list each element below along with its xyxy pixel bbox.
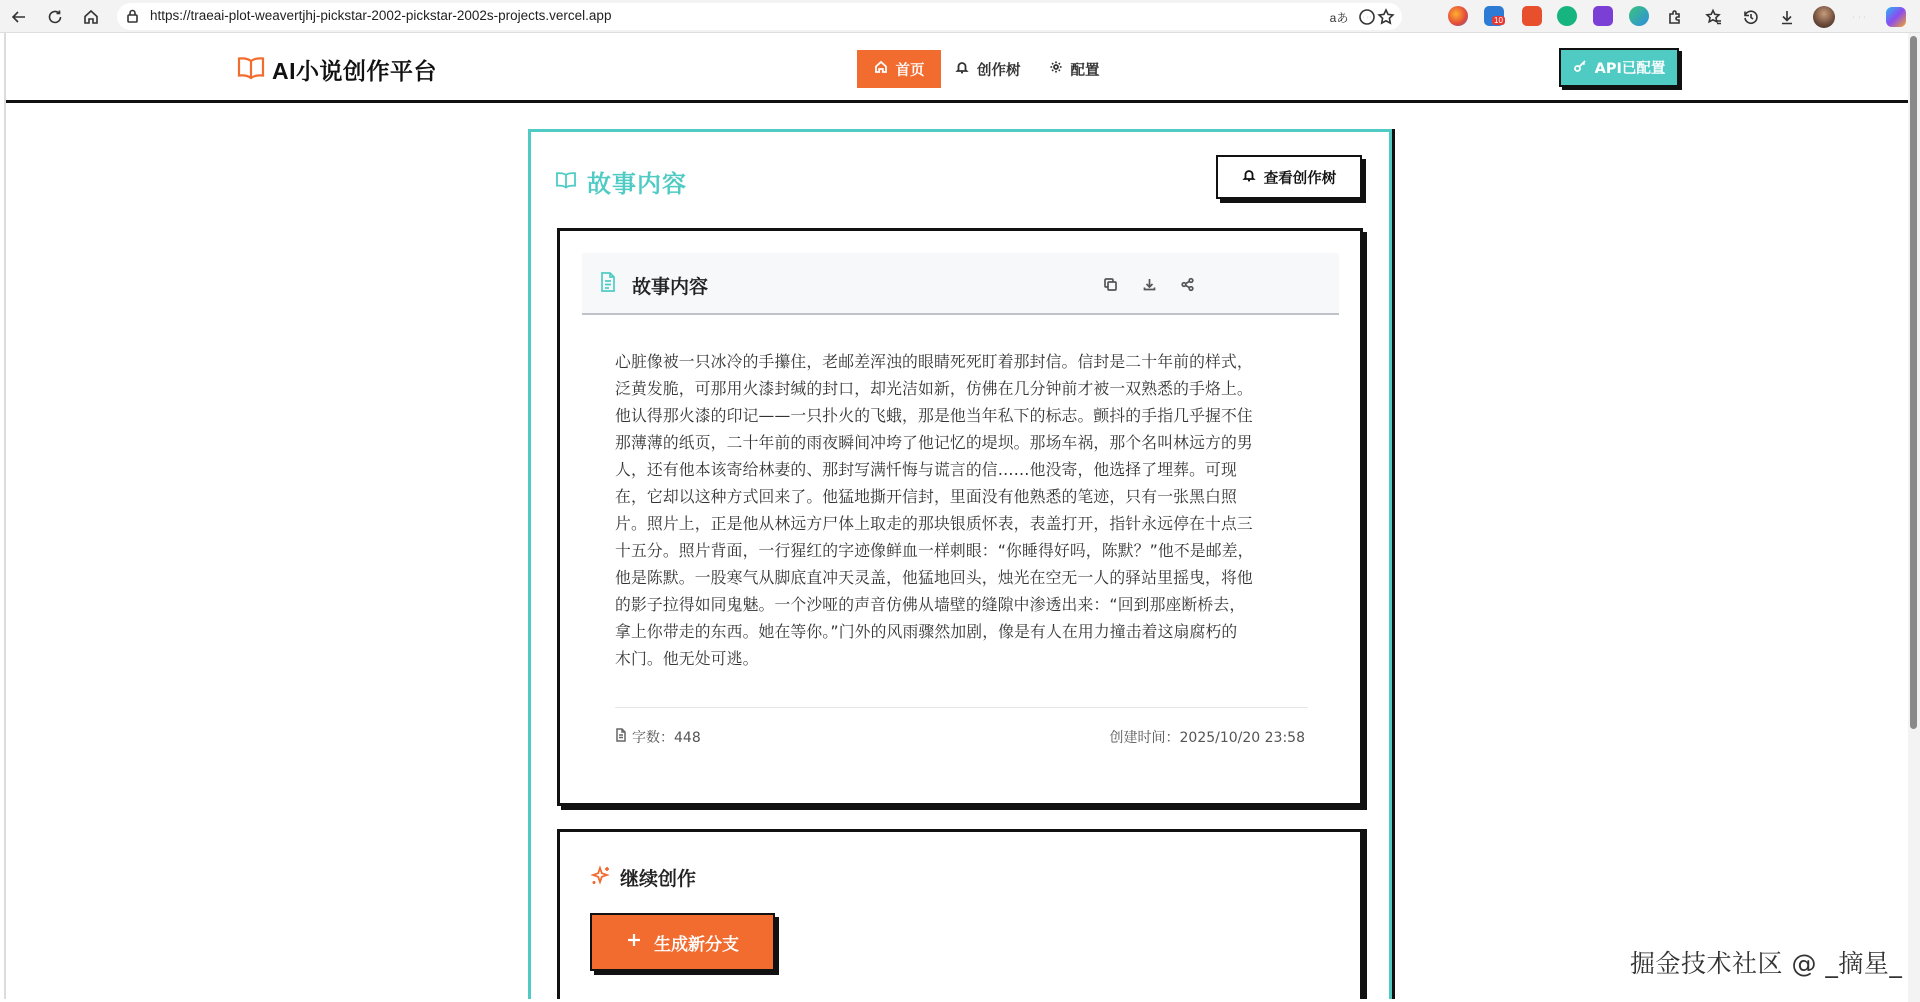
nav-item-home[interactable] <box>857 50 941 88</box>
panel-title <box>555 164 687 199</box>
read-aloud-icon[interactable]: aあ <box>1329 10 1349 25</box>
page-viewport <box>4 33 1914 999</box>
app-header <box>6 33 1914 103</box>
nav-item-settings[interactable] <box>1035 50 1114 88</box>
home-icon[interactable] <box>79 5 103 29</box>
extension-brackets-icon[interactable] <box>1522 6 1542 26</box>
book-open-icon <box>236 54 266 86</box>
downloads-icon[interactable] <box>1775 5 1799 29</box>
generate-branch-label: 生成新分支 <box>654 934 739 955</box>
divider <box>615 707 1308 708</box>
watermark: 掘金技术社区 @ _摘星_ <box>1630 949 1903 978</box>
document-icon <box>598 271 618 297</box>
nav-label: 首页 <box>895 62 925 79</box>
panel-title-text: 故事内容 <box>587 170 687 198</box>
settings-more-icon[interactable] <box>1847 5 1871 29</box>
app-title: AI小说创作平台 <box>272 58 437 84</box>
browser-toolbar <box>0 0 1920 33</box>
copilot-icon[interactable] <box>1884 5 1908 29</box>
story-text: 心脏像被一只冰冷的手攥住，老邮差浑浊的眼睛死死盯着那封信。信封是二十年前的样式， 泛黄发脆，可那用火漆封缄的封口，却光洁如新，仿佛在几分钟前才被一双熟悉的手烙上。 他认得那火漆的印记——一只扑火的飞蛾，那是他当年私下的标志。颤抖的手指几乎握不住 那薄薄的纸页，二十年前的雨夜瞬间冲垮了他记忆的堤坝。那场车祸，那个名叫林远方的男 人，还有他本该寄给林妻的、那封写满忏悔与谎言的信……他没寄，他选择了埋葬。可现 在，它却以这种方式回来了。他猛地撕开信封，里面没有他熟悉的笔迹，只有一张黑白照 片。照片上，正是他从林远方尸体上取走的那块银质怀表，表盖打开，指针永远停在十点三 十五分。照片背面，一行猩红的字迹像鲜血一样刺眼：“你睡得好吗，陈默？”他不是邮差， 他是陈默。一股寒气从脚底直冲天灵盖，他猛地回头，烛光在空无一人的驿站里摇曳，将他 的影子拉得如同鬼魅。一个沙哑的声音仿佛从墙壁的缝隙中渗透出来：“回到那座断桥去， 拿上你带走的东西。她在等你。”门外的风雨骤然加剧，像是有人在用力撞击着这扇腐朽的 木门。他无处可逃。 <box>615 352 1254 668</box>
key-icon <box>1573 59 1587 77</box>
story-card-title: 故事内容 <box>632 276 709 298</box>
view-tree-label: 查看创作树 <box>1263 170 1337 187</box>
created-time: 创建时间：2025/10/20 23:58 <box>1109 730 1305 746</box>
lock-icon <box>125 8 140 28</box>
reload-icon[interactable] <box>43 5 67 29</box>
nav-item-creation-tree[interactable] <box>941 50 1035 88</box>
continue-title <box>590 864 696 891</box>
sparkle-icon <box>590 865 612 891</box>
extension-grid-icon[interactable]: 10 <box>1484 6 1504 26</box>
continue-card <box>557 829 1363 999</box>
download-icon[interactable] <box>1138 273 1160 295</box>
more-options-icon[interactable] <box>1357 7 1377 27</box>
home-icon <box>874 60 888 78</box>
story-card <box>557 228 1363 806</box>
story-card-header <box>582 253 1339 315</box>
favorites-icon[interactable] <box>1702 5 1726 29</box>
book-open-icon <box>555 170 577 194</box>
extensions-puzzle-icon[interactable] <box>1663 5 1687 29</box>
history-icon[interactable] <box>1739 5 1763 29</box>
word-count <box>615 727 701 747</box>
extension-puzzle-color-icon[interactable] <box>1629 6 1649 26</box>
url-text[interactable]: https://traeai-plot-weavertjhj-pickstar-2002-pickstar-2002s-projects.vercel.app <box>150 8 612 23</box>
nav-label: 配置 <box>1070 62 1100 79</box>
back-icon[interactable] <box>7 5 31 29</box>
share-icon[interactable] <box>1176 273 1198 295</box>
gear-icon <box>1049 60 1063 78</box>
generate-branch-button[interactable] <box>590 913 775 971</box>
plus-icon <box>626 932 642 953</box>
extension-purple-icon[interactable] <box>1593 6 1613 26</box>
api-configured-button[interactable] <box>1559 48 1679 87</box>
word-count-text: 字数：448 <box>632 730 701 746</box>
logo[interactable] <box>236 53 437 86</box>
profile-avatar[interactable] <box>1812 5 1836 29</box>
main-nav <box>857 50 1114 88</box>
bell-icon <box>955 60 969 78</box>
favorite-star-icon[interactable] <box>1376 7 1396 27</box>
copy-icon[interactable] <box>1099 273 1121 295</box>
extension-green-icon[interactable] <box>1557 6 1577 26</box>
address-bar[interactable] <box>117 3 1402 30</box>
nav-label: 创作树 <box>977 62 1021 79</box>
continue-title-text: 继续创作 <box>620 868 697 890</box>
scrollbar-thumb[interactable] <box>1910 36 1917 729</box>
api-status-label: API已配置 <box>1594 61 1666 77</box>
story-panel <box>528 129 1392 999</box>
extension-icon[interactable] <box>1448 6 1468 26</box>
bell-icon <box>1242 168 1256 186</box>
view-tree-button[interactable] <box>1216 155 1362 199</box>
document-icon <box>615 728 627 746</box>
